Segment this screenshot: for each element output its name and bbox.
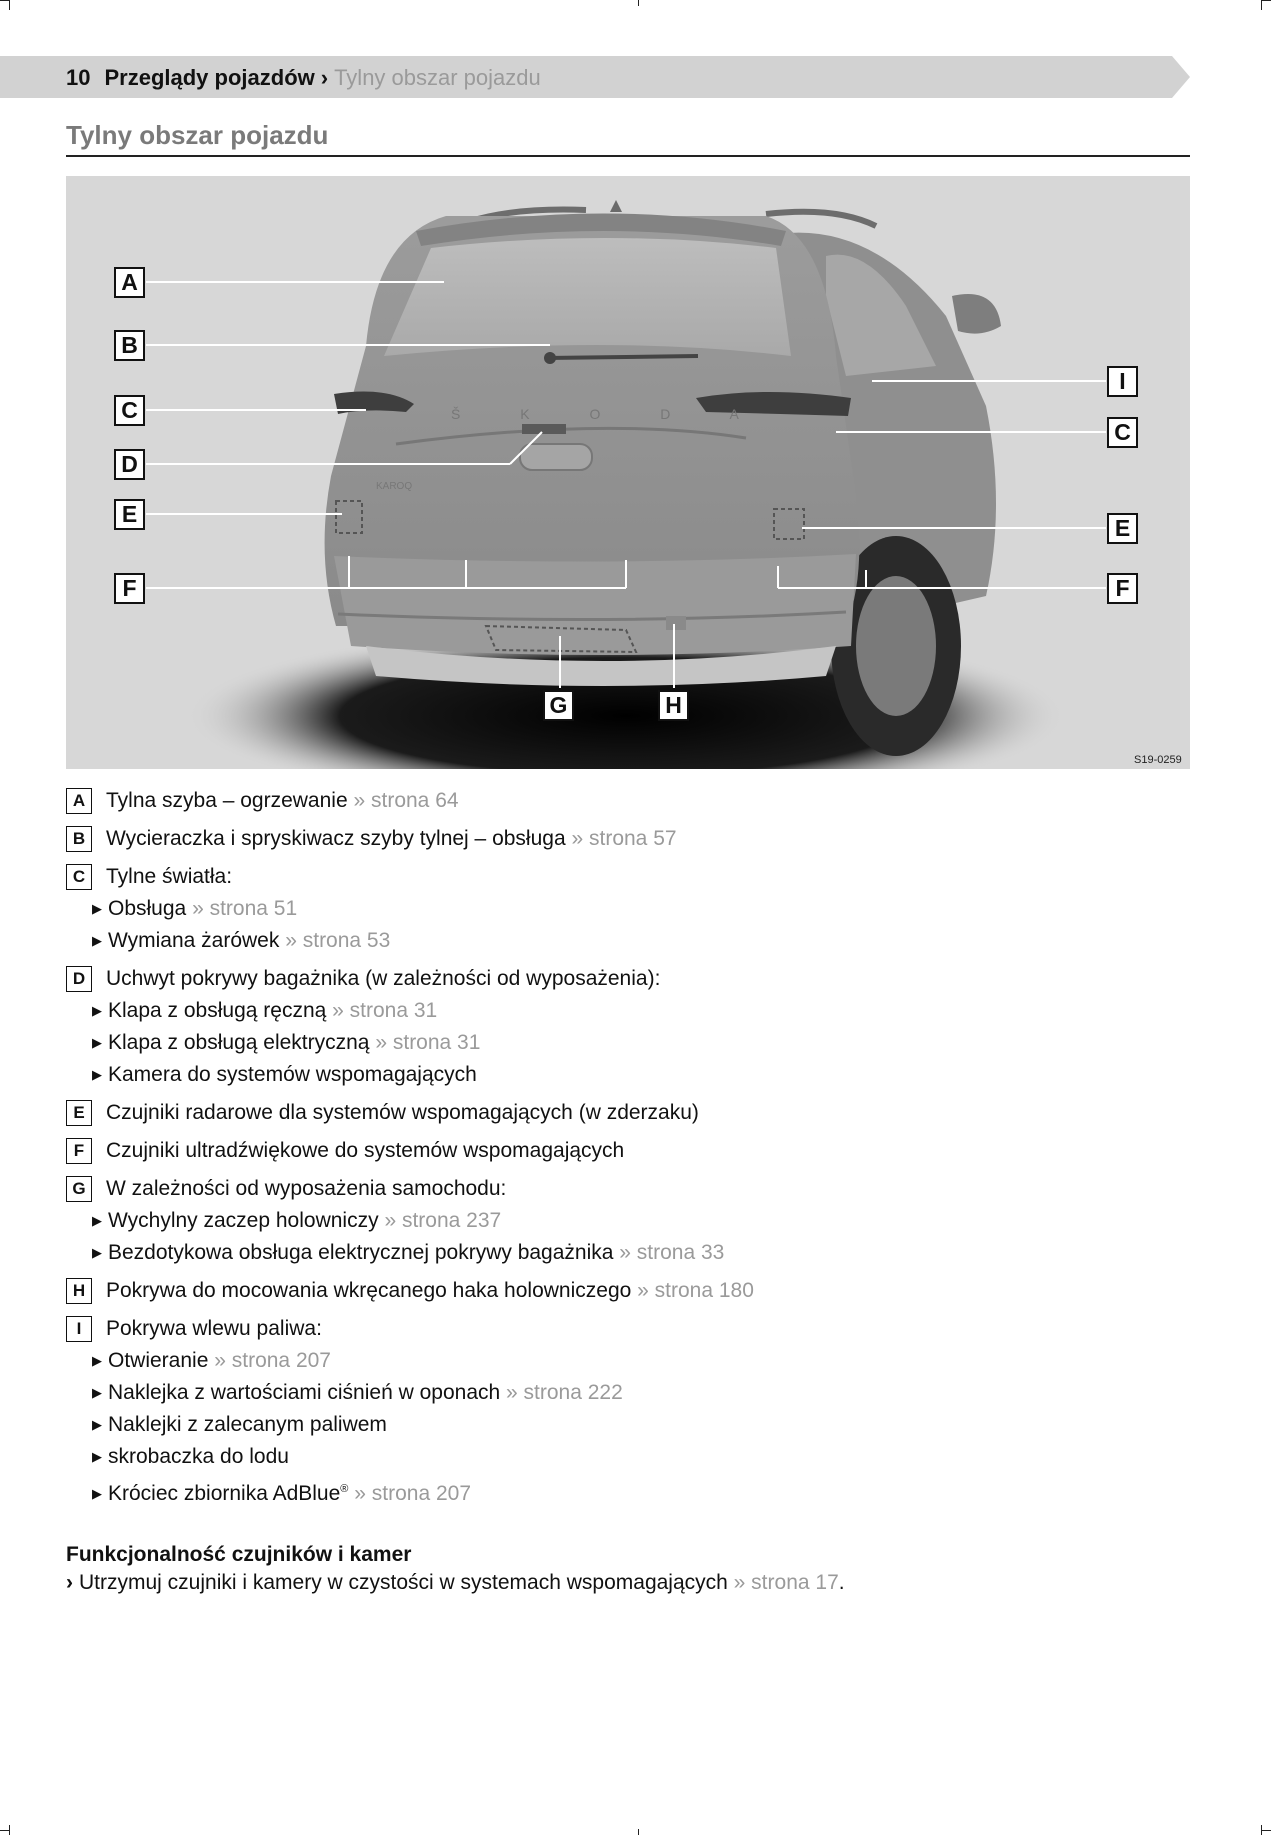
callout-c-left: C — [114, 395, 145, 426]
legend-subitem — [92, 1240, 1190, 1266]
legend-item-line — [106, 1278, 1190, 1304]
legend-item-text: Tylne światła: — [106, 865, 233, 888]
page-reference[interactable]: » strona 207 — [354, 1482, 472, 1505]
legend-subitem — [92, 1348, 1190, 1374]
chevron-right-icon: › — [66, 1571, 73, 1594]
legend-item-body — [92, 1316, 1190, 1507]
crop-mark — [9, 0, 10, 10]
legend-item-c — [66, 864, 1190, 954]
legend-item-body — [92, 966, 1190, 1088]
page-reference[interactable]: » strona 237 — [384, 1209, 502, 1232]
legend-list — [66, 788, 1190, 1519]
triangle-bullet-icon: ▶ — [92, 1067, 102, 1082]
page-reference[interactable]: » strona 53 — [285, 929, 391, 952]
crop-mark — [638, 0, 639, 6]
legend-key-badge: E — [66, 1100, 92, 1126]
crop-mark — [638, 1829, 639, 1835]
callout-b: B — [114, 330, 145, 361]
legend-item-text: Czujniki ultradźwiękowe do systemów wspomagających — [106, 1139, 625, 1162]
legend-subitem — [92, 1476, 1190, 1507]
legend-subitem-text: Wychylny zaczep holowniczy — [108, 1209, 379, 1232]
functionality-end: . — [838, 1571, 845, 1594]
legend-item-f — [66, 1138, 1190, 1164]
legend-key-badge: I — [66, 1316, 92, 1342]
crop-mark — [1261, 0, 1262, 10]
legend-key-badge: H — [66, 1278, 92, 1304]
legend-subitem — [92, 1030, 1190, 1056]
breadcrumb-separator: › — [320, 65, 329, 90]
triangle-bullet-icon: ▶ — [92, 1417, 102, 1432]
brand-lettering: Š K O D A — [451, 406, 767, 422]
triangle-bullet-icon: ▶ — [92, 1385, 102, 1400]
legend-key-badge: G — [66, 1176, 92, 1202]
legend-item-i — [66, 1316, 1190, 1507]
callout-d: D — [114, 449, 145, 480]
legend-item-line — [106, 826, 1190, 852]
legend-item-text: Wycieraczka i spryskiwacz szyby tylnej – obsługa — [106, 827, 566, 850]
legend-key-badge: D — [66, 966, 92, 992]
page-reference[interactable]: » strona 17 — [733, 1571, 839, 1594]
triangle-bullet-icon: ▶ — [92, 1035, 102, 1050]
page-reference[interactable]: » strona 51 — [192, 897, 298, 920]
model-badge: KAROQ — [376, 481, 413, 492]
triangle-bullet-icon: ▶ — [92, 933, 102, 948]
functionality-note — [66, 1570, 845, 1596]
callout-f-right: F — [1107, 573, 1138, 604]
legend-item-a — [66, 788, 1190, 814]
legend-subitem-text: Klapa z obsługą elektryczną — [108, 1031, 370, 1054]
legend-subitem — [92, 1444, 1190, 1470]
callout-e-right: E — [1107, 513, 1138, 544]
legend-subitem-text: Obsługa — [108, 897, 187, 920]
legend-item-text: Uchwyt pokrywy bagażnika (w zależności od wyposażenia): — [106, 967, 661, 990]
functionality-text: Utrzymuj czujniki i kamery w czystości w systemach wspomagających — [79, 1571, 728, 1594]
legend-key-badge: C — [66, 864, 92, 890]
legend-key-badge: A — [66, 788, 92, 814]
legend-item-line — [106, 1316, 1190, 1342]
legend-item-e — [66, 1100, 1190, 1126]
legend-subitem-text: Kamera do systemów wspomagających — [108, 1063, 477, 1086]
callout-e-left: E — [114, 499, 145, 530]
legend-subitem-text: Bezdotykowa obsługa elektrycznej pokrywy bagażnika — [108, 1241, 614, 1264]
legend-subitem-text: Wymiana żarówek — [108, 929, 280, 952]
page-reference[interactable]: » strona 64 — [353, 789, 459, 812]
legend-item-line — [106, 1138, 1190, 1164]
legend-item-body — [106, 788, 1190, 814]
legend-item-body — [106, 826, 1190, 852]
legend-item-line — [106, 1176, 1190, 1202]
legend-subitem — [92, 998, 1190, 1024]
page-reference[interactable]: » strona 33 — [619, 1241, 725, 1264]
page-number: 10 — [66, 65, 91, 90]
page-header — [0, 56, 1190, 98]
legend-item-body — [92, 864, 1190, 954]
legend-item-d — [66, 966, 1190, 1088]
registered-mark: ® — [340, 1483, 349, 1495]
section-heading: Funkcjonalność czujników i kamer — [66, 1543, 412, 1566]
crop-mark — [9, 1825, 10, 1835]
legend-item-text: Pokrywa do mocowania wkręcanego haka holowniczego — [106, 1279, 632, 1302]
triangle-bullet-icon: ▶ — [92, 1353, 102, 1368]
legend-subitem-text: Naklejka z wartościami ciśnień w oponach — [108, 1381, 501, 1404]
legend-item-line — [106, 966, 1190, 992]
legend-subitem-text: Naklejki z zalecanym paliwem — [108, 1413, 387, 1436]
legend-item-line — [106, 788, 1190, 814]
legend-item-text: W zależności od wyposażenia samochodu: — [106, 1177, 507, 1200]
callout-f-left: F — [114, 573, 145, 604]
legend-item-body — [106, 1138, 1190, 1164]
legend-subitem-text: Otwieranie — [108, 1349, 209, 1372]
vehicle-rear-illustration — [66, 176, 1190, 769]
figure-code: S19-0259 — [1134, 754, 1182, 766]
legend-subitem — [92, 896, 1190, 922]
title-rule — [66, 155, 1190, 157]
triangle-bullet-icon: ▶ — [92, 1449, 102, 1464]
crop-mark — [1261, 1830, 1271, 1831]
legend-subitem — [92, 928, 1190, 954]
triangle-bullet-icon: ▶ — [92, 901, 102, 916]
breadcrumb-subsection: Tylny obszar pojazdu — [334, 65, 541, 90]
legend-subitem — [92, 1412, 1190, 1438]
legend-subitem-text: Króciec zbiornika AdBlue — [108, 1482, 341, 1505]
legend-item-text: Tylna szyba – ogrzewanie — [106, 789, 348, 812]
breadcrumb-section: Przeglądy pojazdów — [104, 65, 315, 90]
page-reference[interactable]: » strona 222 — [506, 1381, 623, 1404]
legend-subitem — [92, 1380, 1190, 1406]
legend-item-body — [92, 1176, 1190, 1266]
legend-key-badge: B — [66, 826, 92, 852]
page-reference[interactable]: » strona 31 — [332, 999, 438, 1022]
crop-mark — [1261, 1825, 1262, 1835]
legend-item-text: Pokrywa wlewu paliwa: — [106, 1317, 322, 1340]
triangle-bullet-icon: ▶ — [92, 1486, 102, 1501]
page-reference[interactable]: » strona 31 — [375, 1031, 481, 1054]
callout-h: H — [658, 690, 689, 721]
legend-key-badge: F — [66, 1138, 92, 1164]
page-reference[interactable]: » strona 207 — [214, 1349, 331, 1372]
legend-subitem-text: Klapa z obsługą ręczną — [108, 999, 327, 1022]
legend-item-body — [106, 1278, 1190, 1304]
legend-item-line — [106, 1100, 1190, 1126]
legend-subitem — [92, 1062, 1190, 1088]
legend-item-text: Czujniki radarowe dla systemów wspomagających (w zderzaku) — [106, 1101, 699, 1124]
page-title: Tylny obszar pojazdu — [66, 120, 329, 150]
legend-subitem-text: skrobaczka do lodu — [108, 1445, 289, 1468]
page-reference[interactable]: » strona 180 — [637, 1279, 754, 1302]
crop-mark — [1261, 0, 1271, 1]
page-reference[interactable]: » strona 57 — [571, 827, 677, 850]
callout-i: I — [1107, 366, 1138, 397]
vehicle-rear-figure — [66, 176, 1190, 769]
legend-item-line — [106, 864, 1190, 890]
triangle-bullet-icon: ▶ — [92, 1003, 102, 1018]
legend-item-body — [106, 1100, 1190, 1126]
legend-item-b — [66, 826, 1190, 852]
legend-item-h — [66, 1278, 1190, 1304]
callout-c-right: C — [1107, 417, 1138, 448]
callout-g: G — [543, 690, 574, 721]
triangle-bullet-icon: ▶ — [92, 1213, 102, 1228]
legend-subitem — [92, 1208, 1190, 1234]
legend-item-g — [66, 1176, 1190, 1266]
callout-a: A — [114, 267, 145, 298]
triangle-bullet-icon: ▶ — [92, 1245, 102, 1260]
